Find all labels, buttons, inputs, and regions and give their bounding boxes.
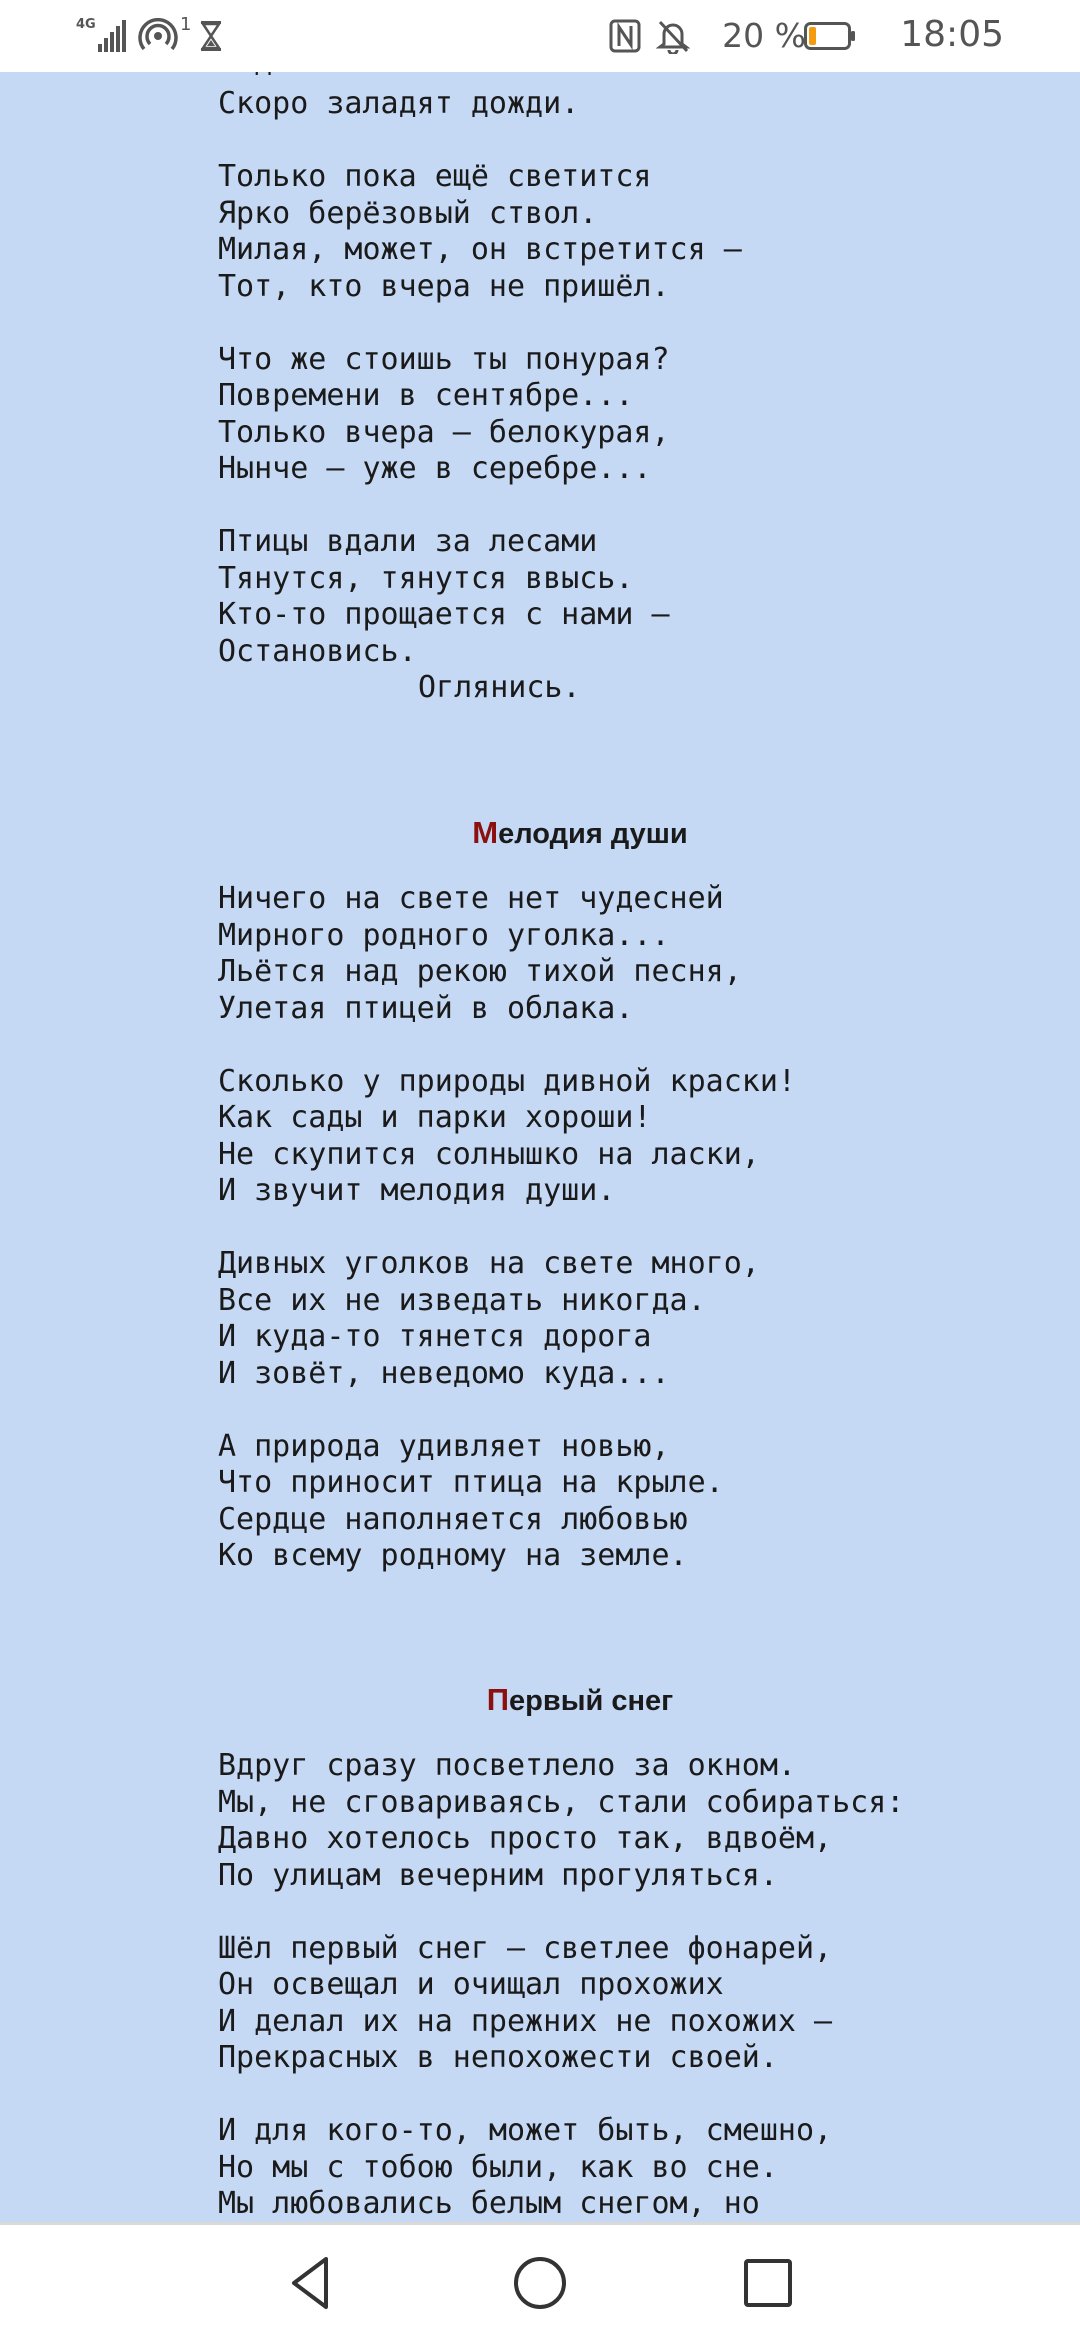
title-initial-letter: П <box>486 1682 510 1717</box>
poem-autumn-text: Скоро заладят дожди. Только пока ещё светится Ярко берёзовый ствол. Милая, может, он встретится – Тот, кто вчера не пришёл. Что же стоишь ты понурая? Повремени в сентябре... Только вчера – белокурая, Нынче – уже в серебре... Птицы вдали за лесами Тянутся, тянутся ввысь. Кто-то прощается с нами – Остановись. <box>218 86 742 669</box>
poem-title-pervyi-sneg <box>0 1682 1080 1718</box>
navigation-bar <box>0 2222 1080 2340</box>
poem-autumn-last-line: Оглянись. <box>418 670 581 705</box>
clock: 18:05 <box>900 14 1004 55</box>
recent-apps-icon[interactable] <box>738 2253 798 2313</box>
hotspot-connected-count: 1 <box>180 14 192 35</box>
title-initial-letter: М <box>472 815 499 850</box>
hourglass-icon <box>198 20 224 52</box>
poem-pervyi-sneg-text: Вдруг сразу посветлело за окном. Мы, не сговариваясь, стали собираться: Давно хотелось просто так, вдвоём, По улицам вечерним прогуляться. Шёл первый снег – светлее фонарей, Он освещал и очищал прохожих И делал их на прежних не похожих – Прекрасных в непохожести своей. И для кого-то, может быть, смешно, Но мы с тобою были, как во сне. Мы любовались белым снегом, но <box>218 1748 905 2221</box>
poem-melodiya-dushi-text: Ничего на свете нет чудесней Мирного родного уголка... Льётся над рекою тихой песня, Улетая птицей в облака. Сколько у природы дивной краски! Как сады и парки хороши! Не скупится солнышко на ласки, И звучит мелодия души. Дивных уголков на свете много, Все их не изведать никогда. И куда-то тянется дорога И зовёт, неведомо куда... А природа удивляет новью, Что приносит птица на крыле. Сердце наполняется любовью Ко всему родному на земле. <box>218 881 796 1573</box>
title-rest: ервый снег <box>509 1685 674 1717</box>
cellular-signal-icon <box>76 18 128 54</box>
hotspot-icon <box>138 18 178 54</box>
network-type: 4G <box>76 17 96 32</box>
nfc-icon <box>608 18 642 54</box>
home-icon[interactable] <box>510 2253 570 2313</box>
notifications-muted-icon <box>656 18 690 54</box>
title-rest: елодия души <box>498 818 688 850</box>
battery-percent: 20 % <box>722 16 806 55</box>
back-icon[interactable] <box>282 2253 342 2313</box>
battery-icon <box>804 22 856 50</box>
poem-title-melodiya-dushi <box>0 815 1080 851</box>
status-bar <box>0 0 1080 72</box>
